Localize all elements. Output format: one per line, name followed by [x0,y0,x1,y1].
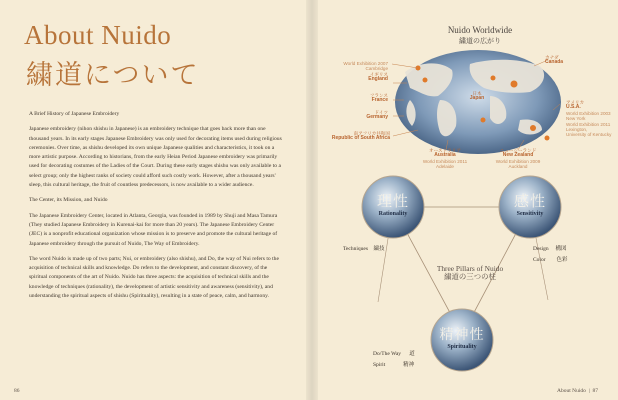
section-heading: The Center, its Mission, and Nuido [29,197,108,204]
techniques-label: Techniques 繍技 [343,246,385,252]
page-title: About Nuido [24,20,172,50]
spirituality-pillar [430,324,494,350]
design-label: Design 構図 [533,246,567,252]
label-new-zealand: ニュージーランド New Zealand World Exhibition 2009 Auckland [495,148,541,170]
paragraph: The word Nuido is made up of two parts; Nui, or embroidery (also shishu), and Do, the way of Nui refers to the acquisition of technical skills and knowledge. Do refers to the development, and constant discovery, of the spiritual components of the art of Nuido. Nuido has three aspects: the acquisition of technical skills and the knowledge of techniques (rationality), the development of artistic sensitivity and awareness (sensitivity), and understanding the spiritual aspects of shishu (Spirituality), resulting in a state of peace, calm, and harmony. [29,255,279,300]
label-france: フランス France [369,93,388,104]
marker-europe [491,76,496,81]
rationality-label: Rationality [378,211,408,217]
sensitivity-kanji: 感性 [513,194,546,210]
marker-new-zealand [545,136,550,141]
page-title-japanese: 繍道について [26,60,200,90]
marker-japan [511,81,518,88]
paragraph: Japanese embroidery (nihon shishu in Japanese) is an embroidery technique that goes back more than one thousand years. In its early stages Japanese Embroidery was only used for decorating items used during religious ceremonies. Over time, as shishu developed its own unique Japanese qualities and characteristics, it took on a more artistic purpose. According to historians, from the early Heian Period Japanese embroidery was primarily used for decorating costumes of the Ladies of the Court. During these early stages shishu was only available to a select group; only the highest ranks of society could afford such costly work. However, after a thousand years' sleep, this cultural heritage, the fruit of countless predecessors, is now available to a wider audience. [29,126,282,189]
spirituality-kanji: 精神性 [439,328,485,343]
section-heading: A Brief History of Japanese Embroidery [29,111,120,117]
label-japan: 日本 Japan [469,91,485,102]
spirituality-label: Spirituality [447,344,477,350]
sensitivity-label: Sensitivity [516,211,544,217]
spirit-label: Spirit 精神 [373,362,415,368]
marker-australia [530,125,536,131]
page-number-left: 86 [14,388,20,394]
rationality-pillar [368,190,418,217]
marker-usa [423,78,428,83]
label-canada: カナダ Canada [545,55,564,66]
color-label: Color 色彩 [533,257,568,263]
map-title-jp: 繍道の広がり [459,37,501,45]
label-england: World Exhibition 2007 Cambridge イギリス England [343,61,388,83]
sensitivity-pillar [505,190,555,217]
marker-south-africa [481,118,486,123]
map-title-en: Nuido Worldwide [447,25,513,35]
label-usa: アメリカ U.S.A. World Exhibition 2003 New York World Exhibition 2011 Lexington, University of Kentucky [566,100,612,138]
rationality-kanji: 理性 [376,194,409,210]
label-germany: ドイツ Germany [366,110,388,121]
doway-label: Do/The Way 道 [373,351,415,357]
label-south-africa: 南アフリカ共和国 Republic of South Africa [331,131,390,142]
page-footer-right: About Nuido | 87 [557,388,598,394]
label-australia: オーストラリア Australia World Exhibition 2011 Adelaide [422,148,468,170]
pillars-title: Three Pillars of Nuido 繍道の三つの柱 [436,264,504,281]
paragraph: The Japanese Embroidery Center, located in Atlanta, Georgia, was founded in 1989 by Shuji and Masa Tamura (They studied Japanese Embroidery in Kurenai-kai for more than 20 years). The Japanese Embroidery Center (JEC) is a nonprofit educational organization whose mission is to preserve and promote the cultural heritage of Japanese embroidery through the pursuit of Nuido, The Way of Embroidery. [29,212,278,247]
page-number-right: 87 [592,388,598,394]
